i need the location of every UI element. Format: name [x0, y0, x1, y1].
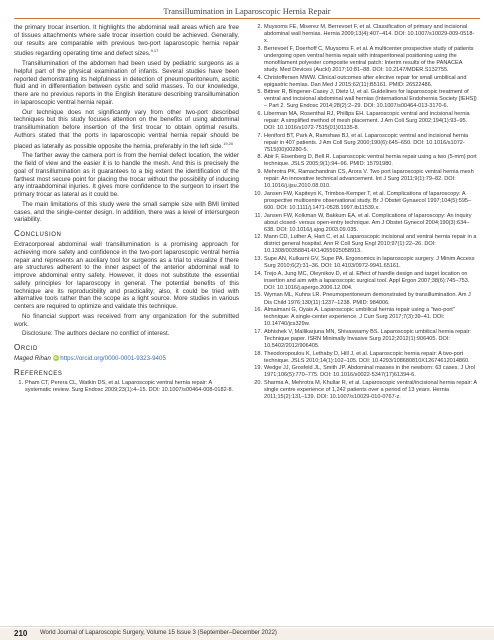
reference-item [253, 234, 478, 255]
reference-item [253, 75, 478, 89]
reference-text: Jansen FW, Kapiteyn K, Trimbos-Kemper T, et al. Complications of laparoscopy: A prospective multicentre observational study. Br J Obstet Gynaecol 1997;104(5):595–600. DOI: 10.1111/j.1471-0528.1997.tb11539.x. [264, 190, 472, 211]
reference-item [253, 191, 478, 212]
reference-item [253, 351, 478, 365]
left-column [14, 24, 239, 395]
reference-item [253, 307, 478, 328]
author-name: Maged Rihan [14, 355, 51, 363]
reference-number: 14. [254, 270, 262, 277]
orcid-entry [14, 355, 239, 363]
reference-item [253, 154, 478, 168]
reference-number: 17. [254, 328, 262, 335]
reference-number: 18. [254, 350, 262, 357]
reference-number: 4. [257, 74, 262, 81]
funding-paragraph: No financial support was received from any organization for the submitted work. [14, 312, 239, 328]
reference-item [253, 46, 478, 74]
reference-text: Muysoms FE, Miserez M, Berrevoet F, et al. Classification of primary and incisional abdominal wall hernias. Hernia 2009;13(4):407–414. DOI: 10.1007/s10029-009-0518-x. [264, 24, 475, 45]
reference-item [253, 292, 478, 306]
reference-item [253, 329, 478, 350]
reference-text: Wedge JJ, Grosfeld JL, Smith JP. Abdominal masses in the newborn: 63 cases. J Urol 1971;106(5):770–775. DOI: 10.1016/s0022-5347(17)61394-6. [264, 365, 475, 379]
reference-number: 2. [257, 24, 262, 30]
reference-number: 9. [257, 169, 262, 176]
reference-number: 6. [257, 110, 262, 117]
citation-sup: 19,20 [223, 140, 234, 146]
reference-text: Sharma A, Mehrotra M, Khullar R, et al. Laparoscopic ventral/incisional hernia repair: A single centre experience of 1,242 patients over a period of 13 years. Hernia 2011;15(2):131–139. DOI: 10.1007/s10029-010-0767-z. [264, 379, 477, 401]
reference-text: Liberman MA, Rosenthal RJ, Phillips EH. Laparoscopic ventral and incisional hernia repair: A simplified method of mesh placement. J Am Coll Surg 2002;194(1):93–95. DOI: 10.1016/s1072-7515(01)01135-8. [264, 110, 470, 132]
reference-item [253, 213, 478, 234]
reference-item [253, 271, 478, 292]
reference-number: 8. [257, 154, 262, 161]
reference-number: 15. [254, 292, 262, 299]
right-column [253, 24, 478, 402]
reference-text: Bittner R, Bingener-Casey J, Dietz U, et al. Guidelines for laparoscopic treatment of ventral and incisional abdominal wall hernias (International Endohernia Society [IEHS]) – Part 2. Surg Endosc 2014;28(2):2–29. DOI: 10.1007/s00464-013-3170-6. [264, 89, 477, 110]
reference-text: Mehrotra PK, Ramachandran CS, Arora V. Two port laparoscopic ventral hernia mesh repair: An innovative technical advancement. Int J Surg 2011;9(1):79–82. DOI: 10.1016/j.ijsu.2010.08.010. [264, 169, 474, 190]
reference-number: 19. [254, 365, 262, 372]
reference-number: 20. [254, 379, 262, 386]
reference-item [14, 380, 239, 394]
body-paragraph: the primary trocar insertion. It highlights the abdominal wall areas which are free of tissues attachments where safe trocar insertion could be achieved. Generally, our results are comparable with previous two-port laparoscopic hernia repair studies regarding operating time and defect sizes.$^{9,17}$ [14, 24, 239, 58]
citation-sup: 9,17 [150, 48, 159, 54]
reference-number: 3. [257, 45, 262, 52]
reference-item [253, 380, 478, 401]
references-heading: References [14, 368, 63, 378]
reference-number: 5. [257, 89, 262, 96]
reference-number: 1. [18, 380, 23, 387]
reference-text: Supe AN, Kulkarni GV, Supe PA. Ergonomics in laparoscopic surgery. J Minim Access Surg 2010;6(2):31–36. DOI: 10.4103/0972-9941.65161. [264, 256, 475, 270]
reference-number: 16. [254, 307, 262, 314]
page-number: 210 [14, 629, 28, 638]
references-list-right [253, 24, 478, 401]
reference-text: Almaimani G, Oyais A. Laparoscopic umbilical hernia repair using a "two-port" technique: A single-center experience. J Curr Surg 2017;7(3):39–41. DOI: 10.14740/jcs329w. [264, 307, 455, 328]
reference-text: Mann CD, Luther A, Hart C, et al. Laparoscopic incisional and ventral hernia repair in a district general hospital. Ann R Coll Surg Engl 2010;97(1):22–26. DOI: 10.1308/003588414X14055925058913. [264, 234, 477, 255]
reference-text: Berrevoet F, Doerhoff C, Muysoms F, et al. A multicenter prospective study of patients undergoing open ventral hernia repair with intraperitoneal positioning using the monofilament polyester composite ventral patch: Interim results of the PANACEA study. Med Devices (Auckl) 2017;10:81–88. DOI: 10.2147/MDER.S132755. [264, 45, 474, 73]
body-paragraph: The main limitations of this study were the small sample size with BMI limited cases, and the single-center design. In addition, there was a level of intersurgeon variability. [14, 200, 239, 224]
reference-item [253, 24, 478, 45]
body-paragraph: The farther away the camera port is from the hernial defect location, the wider the field of view and the easier it is to handle the mesh. And this is precisely the goal of transillumination as it guarantees to a big extent the identification of the farthest most secure point for placing the trocar without the possibility of inducing any intraabdominal injuries. It gives more confidence to the surgeon to insert the primary trocar as lateral as it could be. [14, 152, 239, 199]
reference-number: 11. [254, 212, 262, 219]
reference-text: Christoffersen MWW. Clinical outcomes after elective repair for small umbilical and epigastric hernias. Dan Med J 2015;62(11):B5161. PMID: 26522486. [264, 74, 467, 88]
reference-item [253, 111, 478, 132]
orcid-icon: iD [53, 355, 58, 361]
conclusion-heading: Conclusion [14, 229, 62, 239]
reference-item [253, 256, 478, 270]
references-list-left [14, 380, 239, 394]
reference-text: Wyman ML, Kuhns LR. Pneumoperitoneum demonstrated by transillumination. Am J Dis Child 1976;130(11):1237–1238. PMID: 984006. [264, 292, 471, 306]
reference-text: Theodoropoulou K, Lethaby D, Hill J, et al. Laparoscopic hernia repair: A two-port technique. JSLS 2010;14(1):102–105. DOI: 10.4293/108680810X12674612014860. [264, 350, 470, 364]
reference-text: Abir F, Eisenberg D, Bell R. Laparoscopic ventral hernia repair using a two (5-mm) port technique. JSLS 2005;9(1):94–96. PMID: 15791980. [264, 154, 477, 168]
reference-number: 12. [254, 234, 262, 241]
reference-item [253, 133, 478, 154]
body-paragraph: Our technique does not significantly vary from other two-port described techniques but this study focuses attention on the benefits of using abdominal transillumination before insertion of the first trocar to obtain optimal results. Authors stated that the ports in laparoscopic ventral hernia repair should be placed as laterally as possible opposite the hernia, preferably in the left side.$^{19,20}$ [14, 108, 239, 150]
reference-number: 7. [257, 132, 262, 139]
reference-text: Abhishek V, Mallikarjuna MN, Shivaswamy BS. Laparoscopic umbilical hernia repair: Technique paper. ISRN Minimally Invasive Surg 2012;2012(1):906405. DOI: 10.5402/2012/906405. [264, 328, 471, 349]
reference-number: 10. [254, 190, 262, 197]
footer-rule [0, 626, 494, 627]
disclosure-paragraph: Disclosure: The authors declare no conflict of interest. [22, 330, 170, 338]
reference-text: Pham CT, Perera CL, Watkin DS, et al. Laparoscopic ventral hernia repair: A systematic review. Surg Endosc 2009;23(1):4–15. DOI: 10.1007/s00464-008-0182-8. [25, 380, 234, 394]
reference-text: Heniford BT, Park A, Ramshaw BJ, et al. Laparoscopic ventral and incisional hernia repair in 407 patients. J Am Coll Surg 2000;190(6):645–650. DOI: 10.1016/s1072-7515(00)00280-5. [264, 132, 469, 153]
body-paragraph: Transillumination of the abdomen had been used by pediatric surgeons as a helpful part of the physical examination of infants. Several studies have been reported demonstrating its helpfulness in detection of pneumoperitoneum, ascitic fluid and in differentiation between cystic and solid masses. To our knowledge, there are no previous reports in the English literature describing transillumination in laparoscopic ventral hernia repair. [14, 60, 239, 106]
reference-text: Jansen FW, Kolkman W, Bakkum EA, et al. Complications of laparoscopy: An inquiry about closed- versus open-entry technique. Am J Obstet Gynecol 2004;190(3):634–638. DOI: 10.1016/j.ajog.2003.09.035. [264, 212, 472, 233]
header-rule [14, 18, 480, 19]
reference-item [253, 365, 478, 379]
reference-text: Trejo A, Jung MC, Oleynikov D, et al. Effect of handle design and target location on insertion and aim with a laparoscopic surgical tool. Appl Ergon 2007;38(6):745–753. DOI: 10.1016/j.apergo.2006.12.004. [264, 270, 470, 291]
reference-number: 13. [254, 256, 262, 263]
reference-item [253, 89, 478, 110]
running-head: Transillumination in Laparoscopic Hernia Repair [163, 6, 331, 16]
orcid-link[interactable]: https://orcid.org/0000-0001-9323-9405 [60, 355, 166, 363]
journal-info: World Journal of Laparoscopic Surgery, Volume 15 Issue 3 (September–December 2022) [40, 630, 277, 636]
orcid-heading: Orcid [14, 343, 38, 353]
conclusion-paragraph: Extracorporeal abdominal wall transillumination is a promising approach for achieving more safety and confidence in the two-port laparoscopic ventral hernia repair and represents an auxiliary tool for surgeons as a trial to visualize if there are structures adherent to the inner aspect of the anterior abdominal wall to improve abdominal entry safety. However, it does not substitute the essential safety principles for laparoscopy in general. The potential benefits of this technique are its reproducibility and practicality; also, it could be tried with alternative tools rather than the scope as a light source. More studies in various centers are required to optimize and validate this technique. [14, 241, 239, 311]
reference-item [253, 169, 478, 190]
